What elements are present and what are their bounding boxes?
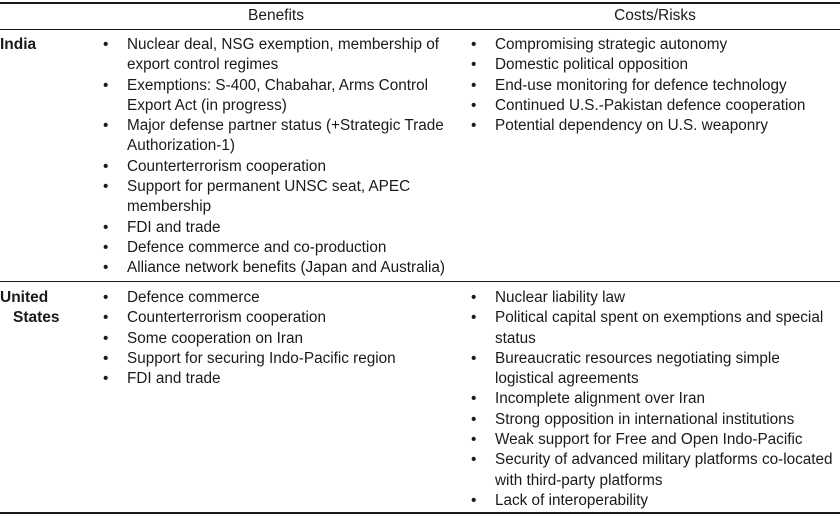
list-item: • Weak support for Free and Open Indo-Pacific xyxy=(495,430,840,450)
list-item: • Alliance network benefits (Japan and Australia) xyxy=(127,258,467,278)
list-item: • Continued U.S.-Pakistan defence cooperation xyxy=(495,96,840,116)
list-item: • Lack of interoperability xyxy=(495,491,840,511)
column-header-benefits: Benefits xyxy=(247,7,304,24)
row-label-india xyxy=(0,35,90,55)
row-label-united-states xyxy=(0,288,90,329)
list-item: • Potential dependency on U.S. weaponry xyxy=(495,116,840,136)
list-item: • Counterterrorism cooperation xyxy=(127,308,467,328)
list-item: • End-use monitoring for defence technology xyxy=(495,76,840,96)
list-item: • Nuclear liability law xyxy=(495,288,840,308)
list-item: • Support for securing Indo-Pacific region xyxy=(127,349,467,369)
list-item: • Counterterrorism cooperation xyxy=(127,157,467,177)
table-top-rule xyxy=(0,2,840,4)
row-label-united-states-line1: United xyxy=(0,289,49,306)
row-label-united-states-line2: States xyxy=(13,309,60,327)
list-item: • Major defense partner status (+Strategic Trade Authorization-1) xyxy=(127,116,467,157)
list-item: • FDI and trade xyxy=(127,218,467,238)
row-divider-rule xyxy=(0,281,840,282)
list-item: • Political capital spent on exemptions and special status xyxy=(495,308,840,349)
list-item: • Support for permanent UNSC seat, APEC membership xyxy=(127,177,467,218)
list-item: • Strong opposition in international institutions xyxy=(495,410,840,430)
list-item: • Incomplete alignment over Iran xyxy=(495,389,840,409)
united-states-benefits-list xyxy=(127,288,467,389)
list-item: • Some cooperation on Iran xyxy=(127,329,467,349)
list-item: • Defence commerce and co-production xyxy=(127,238,467,258)
list-item: • Exemptions: S-400, Chabahar, Arms Control Export Act (in progress) xyxy=(127,76,467,117)
list-item: • Nuclear deal, NSG exemption, membership of export control regimes xyxy=(127,35,467,76)
list-item: • Defence commerce xyxy=(127,288,467,308)
united-states-costs-list xyxy=(495,288,840,511)
list-item: • Security of advanced military platforms co-located with third-party platforms xyxy=(495,450,840,491)
list-item: • Domestic political opposition xyxy=(495,55,840,75)
list-item: • Bureaucratic resources negotiating simple logistical agreements xyxy=(495,349,840,390)
india-costs-list xyxy=(495,35,840,136)
header-rule xyxy=(0,29,840,30)
list-item: • FDI and trade xyxy=(127,369,467,389)
row-label-india-text: India xyxy=(0,36,37,53)
table-bottom-rule xyxy=(0,512,840,514)
india-benefits-list xyxy=(127,35,467,279)
column-header-costs-risks: Costs/Risks xyxy=(614,7,696,24)
list-item: • Compromising strategic autonomy xyxy=(495,35,840,55)
